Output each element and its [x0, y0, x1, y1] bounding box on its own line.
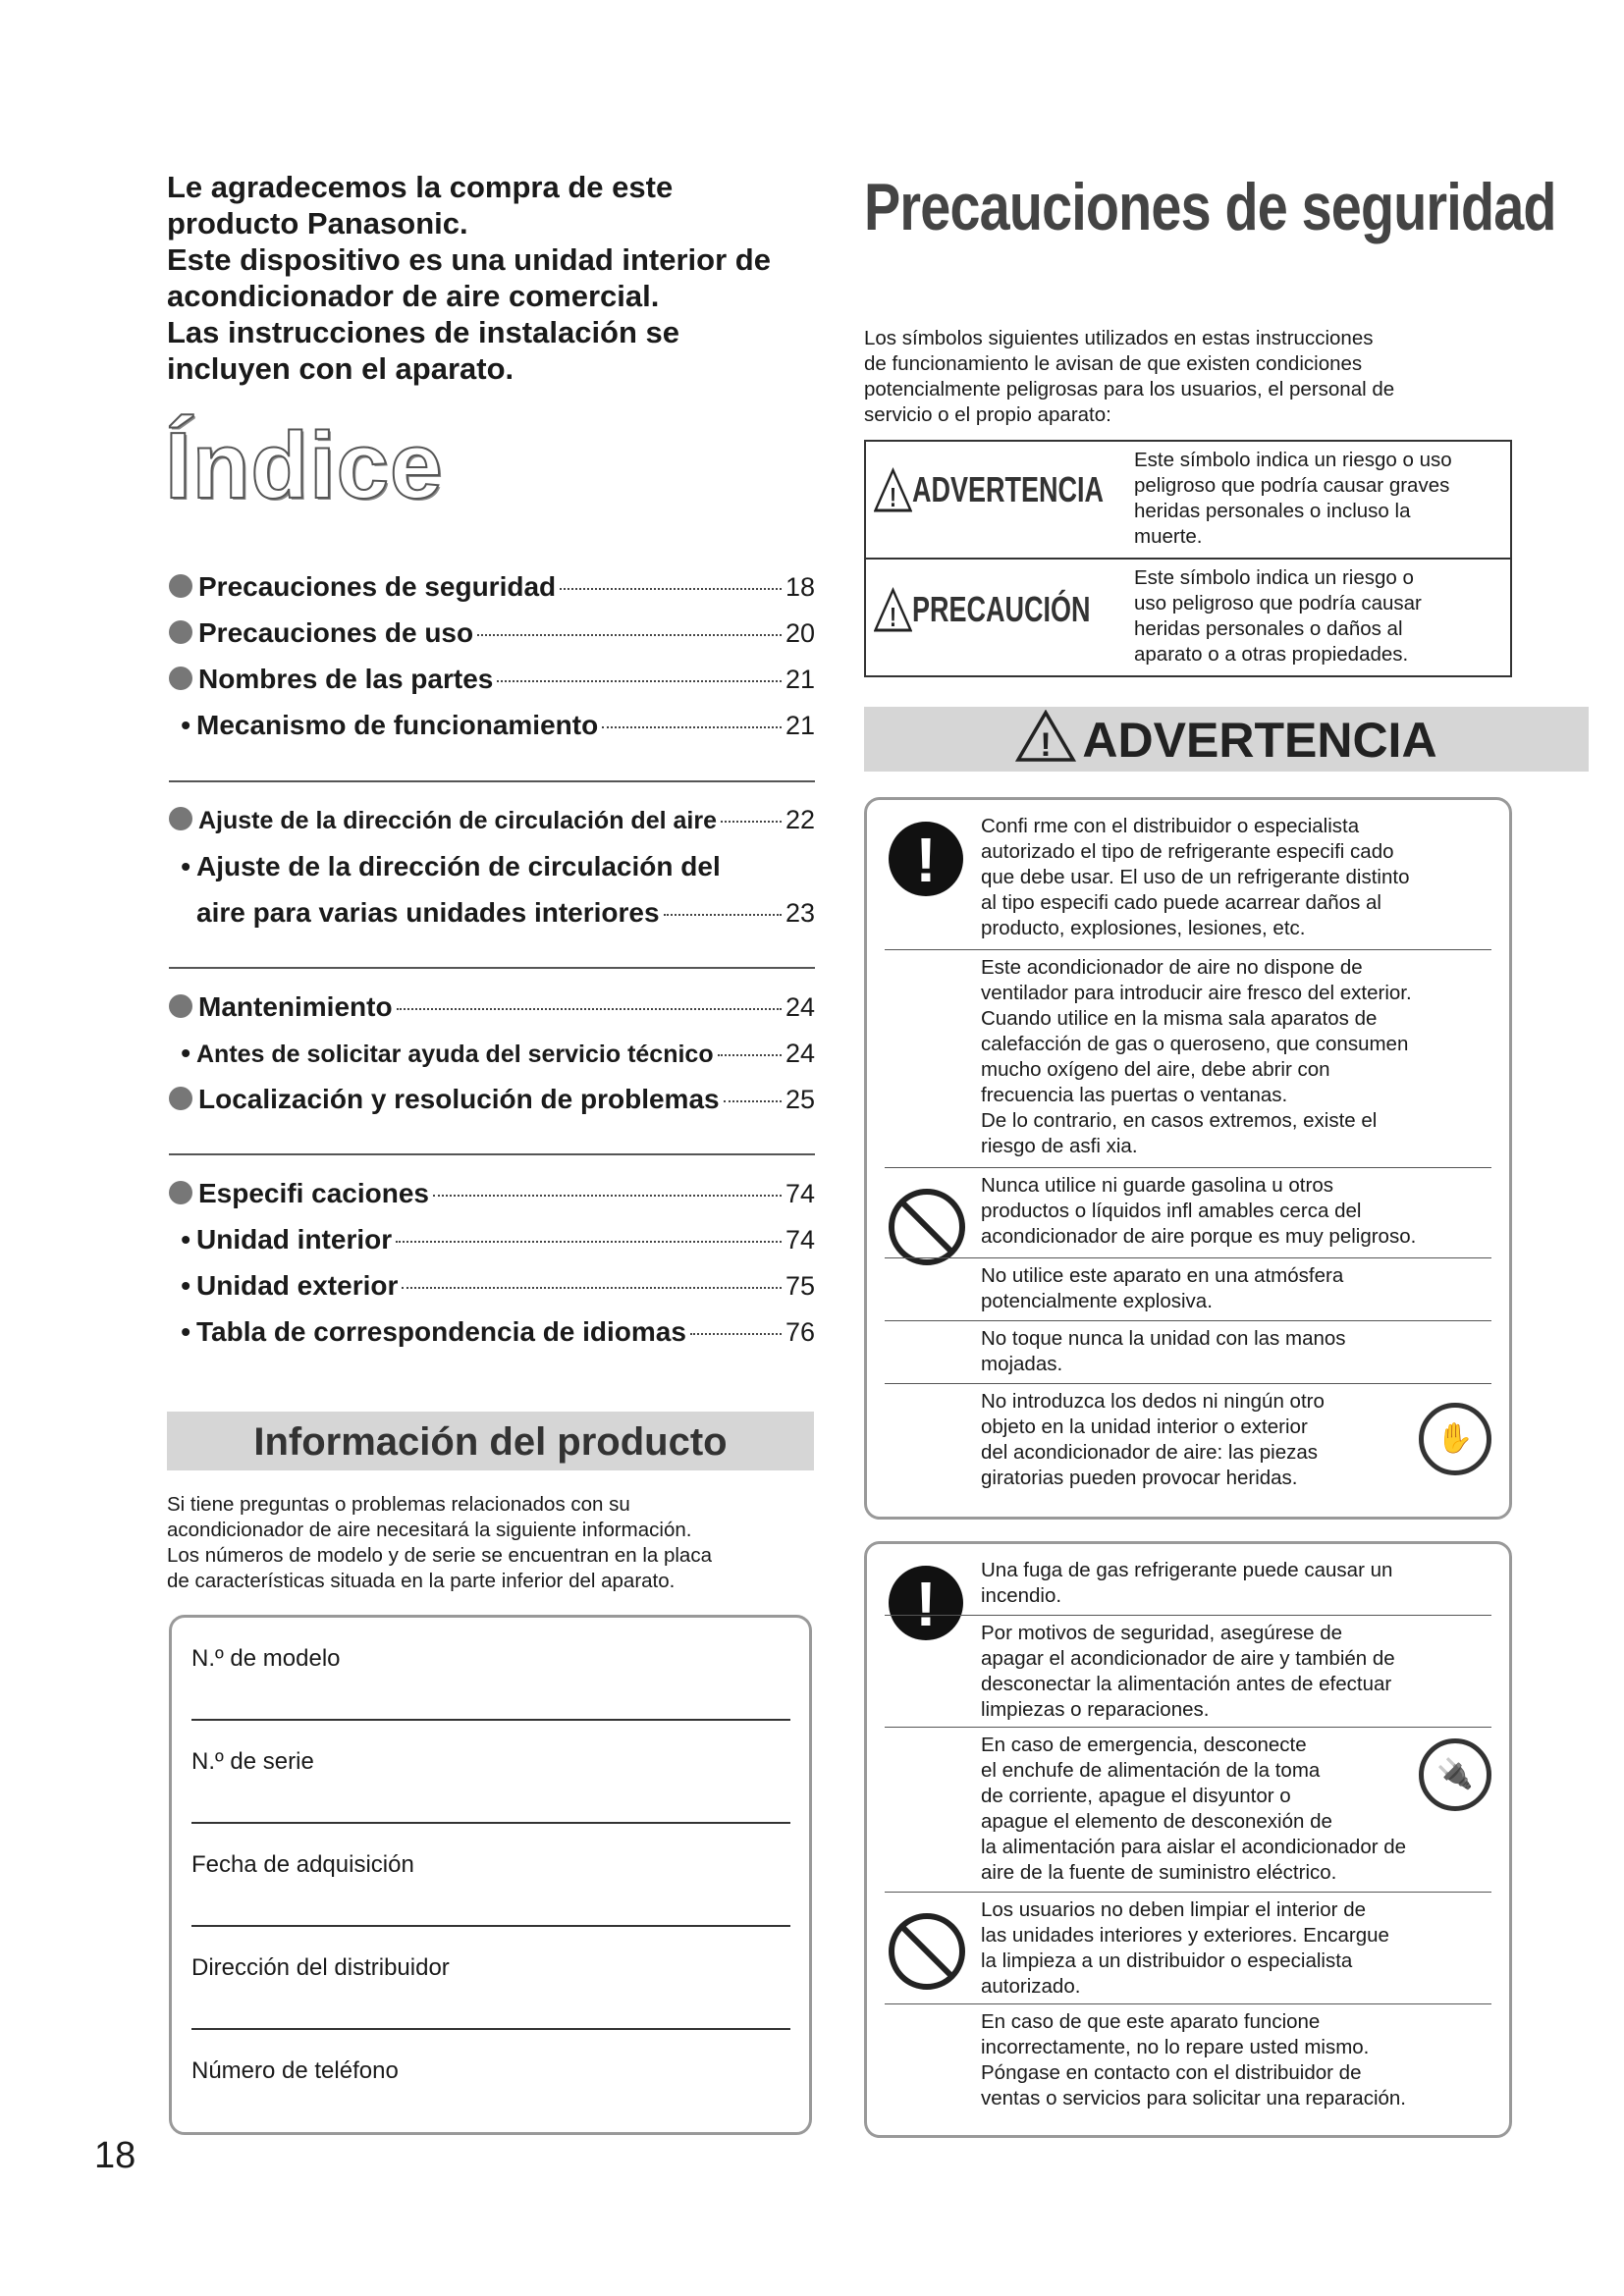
warning-item — [981, 814, 1491, 941]
warning-item — [981, 2009, 1491, 2111]
caution-symbol: ! PRECAUCIÓN — [874, 587, 1091, 632]
text-line: Este dispositivo es una unidad interior de — [167, 242, 771, 277]
model-number-field[interactable] — [191, 1719, 790, 1721]
text-line: Este símbolo indica un riesgo o — [1134, 566, 1414, 589]
intro-text — [167, 169, 795, 387]
toc-group-2 — [169, 805, 815, 943]
text-line: la alimentación para aislar el acondicionador de — [981, 1836, 1407, 1858]
toc-entry[interactable]: • Mecanismo de funcionamiento 21 — [181, 710, 815, 740]
indice-title: Índice — [165, 413, 444, 518]
text-line: objeto en la unidad interior o exterior — [981, 1415, 1308, 1438]
toc-entry[interactable]: • Ajuste de la dirección de circulación del — [181, 851, 721, 881]
divider — [885, 1383, 1491, 1384]
text-line: aire de la fuente de suministro eléctrico. — [981, 1861, 1337, 1884]
text-line: mojadas. — [981, 1353, 1063, 1375]
text-line: potencialmente peligrosas para los usuarios, el personal de — [864, 378, 1395, 400]
toc-entry[interactable]: Mantenimiento 24 — [169, 991, 815, 1038]
toc-entry[interactable]: Especifi caciones 74 — [169, 1178, 815, 1224]
text-line: No toque nunca la unidad con las manos — [981, 1327, 1346, 1350]
text-line: del acondicionador de aire: las piezas — [981, 1441, 1319, 1464]
warning-item — [981, 1263, 1491, 1314]
text-line: desconectar la alimentación antes de efectuar — [981, 1673, 1392, 1695]
text-line: la limpieza a un distribuidor o especialista — [981, 1949, 1353, 1972]
bullet-icon — [169, 1087, 192, 1110]
text-line: peligroso que podría causar graves — [1134, 474, 1450, 497]
toc-entry[interactable]: • Antes de solicitar ayuda del servicio técnico 24 — [181, 1038, 815, 1068]
warning-box-1 — [864, 797, 1512, 1520]
text-line: No utilice este aparato en una atmósfera — [981, 1264, 1344, 1287]
toc-entry[interactable]: aire para varias unidades interiores 23 — [196, 897, 815, 928]
phone-number-label: Número de teléfono — [191, 2057, 399, 2084]
text-line: calefacción de gas o queroseno, que consumen — [981, 1033, 1409, 1055]
toc-group-4 — [169, 1178, 815, 1362]
bullet-icon — [169, 667, 192, 690]
toc-entry[interactable]: Nombres de las partes 21 — [169, 664, 815, 710]
symbol-legend-table — [864, 440, 1512, 677]
mandatory-action-icon: ! — [889, 822, 963, 896]
text-line: servicio o el propio aparato: — [864, 403, 1111, 426]
text-line: Póngase en contacto con el distribuidor de — [981, 2061, 1362, 2084]
text-line: ventas o servicios para solicitar una reparación. — [981, 2087, 1406, 2109]
text-line: riesgo de asfi xia. — [981, 1135, 1138, 1157]
unplug-power-icon: 🔌 — [1419, 1738, 1491, 1811]
precautions-intro — [864, 326, 1492, 428]
text-line: acondicionador de aire necesitará la siguiente información. — [167, 1519, 692, 1541]
text-line: acondicionador de aire comercial. — [167, 279, 660, 313]
text-line: heridas personales o daños al — [1134, 617, 1403, 640]
text-line: frecuencia las puertas o ventanas. — [981, 1084, 1288, 1106]
serial-number-label: N.º de serie — [191, 1748, 314, 1775]
text-line: Los usuarios no deben limpiar el interior de — [981, 1898, 1367, 1921]
divider — [885, 1320, 1491, 1321]
bullet-icon — [169, 807, 192, 830]
text-line: Este acondicionador de aire no dispone de — [981, 956, 1363, 979]
text-line: incorrectamente, no lo repare usted mismo. — [981, 2036, 1370, 2058]
symbol-row-caution — [866, 560, 1510, 675]
mandatory-action-icon: ! — [889, 1566, 963, 1640]
info-banner: Información del producto — [167, 1412, 814, 1470]
text-line: autorizado el tipo de refrigerante especifi cado — [981, 840, 1394, 863]
warning-box-2 — [864, 1541, 1512, 2138]
text-line: Por motivos de seguridad, asegúrese de — [981, 1622, 1343, 1644]
divider — [885, 949, 1491, 950]
toc-entry[interactable]: • Unidad interior 74 — [181, 1224, 815, 1255]
divider — [885, 1727, 1491, 1728]
divider — [169, 1153, 815, 1155]
text-line: limpiezas o reparaciones. — [981, 1698, 1210, 1721]
warning-banner: ! ADVERTENCIA — [864, 707, 1589, 772]
product-info-form — [169, 1615, 812, 2135]
purchase-date-label: Fecha de adquisición — [191, 1851, 414, 1878]
toc-group-1 — [169, 571, 815, 756]
text-line: Los números de modelo y de serie se encuentran en la placa — [167, 1544, 712, 1567]
text-line: autorizado. — [981, 1975, 1081, 1998]
text-line: mucho oxígeno del aire, debe abrir con — [981, 1058, 1330, 1081]
text-line: que debe usar. El uso de un refrigerante distinto — [981, 866, 1410, 888]
toc-entry[interactable]: • Tabla de correspondencia de idiomas 76 — [181, 1316, 815, 1347]
toc-entry[interactable]: Localización y resolución de problemas 25 — [169, 1084, 815, 1130]
warning-triangle-icon — [874, 587, 912, 632]
divider — [885, 1257, 1491, 1258]
text-line: de funcionamiento le avisan de que existen condiciones — [864, 352, 1363, 375]
text-line: No introduzca los dedos ni ningún otro — [981, 1390, 1325, 1413]
svg-text:!: ! — [889, 483, 897, 512]
text-line: En caso de emergencia, desconecte — [981, 1734, 1307, 1756]
warning-item — [981, 1389, 1393, 1491]
warning-symbol: ! ADVERTENCIA — [874, 467, 1104, 512]
warning-item — [981, 1897, 1491, 2000]
text-line: Le agradecemos la compra de este — [167, 170, 674, 204]
divider — [885, 1892, 1491, 1893]
symbol-row-warning — [866, 442, 1510, 560]
bullet-icon — [169, 994, 192, 1018]
text-line: el enchufe de alimentación de la toma — [981, 1759, 1321, 1782]
warning-item — [981, 1558, 1491, 1609]
divider — [885, 1615, 1491, 1616]
page-number: 18 — [94, 2135, 136, 2176]
text-line: giratorias pueden provocar heridas. — [981, 1467, 1298, 1489]
text-line: las unidades interiores y exteriores. Encargue — [981, 1924, 1389, 1947]
text-line: Cuando utilice en la misma sala aparatos de — [981, 1007, 1378, 1030]
text-line: uso peligroso que podría causar — [1134, 592, 1422, 614]
text-line: Nunca utilice ni guarde gasolina u otros — [981, 1174, 1333, 1197]
warning-item — [981, 955, 1491, 1159]
divider — [885, 1167, 1491, 1168]
text-line: potencialmente explosiva. — [981, 1290, 1213, 1312]
warning-item — [981, 1173, 1491, 1250]
divider — [169, 780, 815, 782]
warning-triangle-icon — [1015, 710, 1076, 763]
prohibition-icon — [889, 1913, 965, 1990]
text-line: de características situada en la parte inferior del aparato. — [167, 1570, 676, 1592]
toc-entry[interactable]: Precauciones de seguridad 18 — [169, 571, 815, 617]
section-title: Precauciones de seguridad — [864, 170, 1556, 244]
dealer-address-label: Dirección del distribuidor — [191, 1954, 450, 1981]
warning-item — [981, 1621, 1491, 1723]
text-line: acondicionador de aire porque es muy peligroso. — [981, 1225, 1417, 1248]
text-line: producto, explosiones, lesiones, etc. — [981, 917, 1306, 939]
text-line: ventilador para introducir aire fresco del exterior. — [981, 982, 1412, 1004]
text-line: Si tiene preguntas o problemas relacionados con su — [167, 1493, 630, 1516]
text-line: En caso de que este aparato funcione — [981, 2010, 1321, 2033]
text-line: de corriente, apague el disyuntor o — [981, 1785, 1291, 1807]
dealer-address-field[interactable] — [191, 2028, 790, 2030]
prohibition-icon — [889, 1189, 965, 1265]
divider — [169, 967, 815, 969]
text-line: Los símbolos siguientes utilizados en estas instrucciones — [864, 327, 1374, 349]
text-line: productos o líquidos infl amables cerca del — [981, 1200, 1362, 1222]
bullet-icon — [169, 620, 192, 644]
toc-entry[interactable]: Precauciones de uso 20 — [169, 617, 815, 664]
text-line: Una fuga de gas refrigerante puede causar un — [981, 1559, 1393, 1581]
toc-entry[interactable]: Ajuste de la dirección de circulación del aire 22 — [169, 805, 815, 851]
text-line: De lo contrario, en casos extremos, existe el — [981, 1109, 1378, 1132]
svg-text:!: ! — [889, 603, 897, 632]
text-line: apague el elemento de desconexión de — [981, 1810, 1332, 1833]
model-number-label: N.º de modelo — [191, 1645, 341, 1672]
text-line: incendio. — [981, 1584, 1062, 1607]
info-text — [167, 1492, 815, 1594]
toc-entry[interactable]: • Unidad exterior 75 — [181, 1270, 815, 1301]
bullet-icon — [169, 1181, 192, 1204]
text-line: Este símbolo indica un riesgo o uso — [1134, 449, 1452, 471]
serial-number-field[interactable] — [191, 1822, 790, 1824]
toc-group-3 — [169, 991, 815, 1130]
bullet-icon — [169, 574, 192, 598]
text-line: muerte. — [1134, 525, 1203, 548]
text-line: heridas personales o incluso la — [1134, 500, 1411, 522]
warning-item — [981, 1326, 1491, 1377]
warning-item — [981, 1733, 1491, 1886]
text-line: incluyen con el aparato. — [167, 351, 514, 386]
text-line: apagar el acondicionador de aire y también de — [981, 1647, 1395, 1670]
text-line: producto Panasonic. — [167, 206, 468, 240]
text-line: aparato o a otras propiedades. — [1134, 643, 1409, 666]
warning-triangle-icon — [874, 467, 912, 512]
divider — [885, 2003, 1491, 2004]
text-line: al tipo especifi cado puede acarrear daños al — [981, 891, 1381, 914]
text-line: Las instrucciones de instalación se — [167, 315, 680, 349]
no-fingers-in-fan-icon: ✋ — [1419, 1403, 1491, 1475]
svg-text:!: ! — [1040, 726, 1053, 763]
purchase-date-field[interactable] — [191, 1925, 790, 1927]
text-line: Confi rme con el distribuidor o especialista — [981, 815, 1360, 837]
